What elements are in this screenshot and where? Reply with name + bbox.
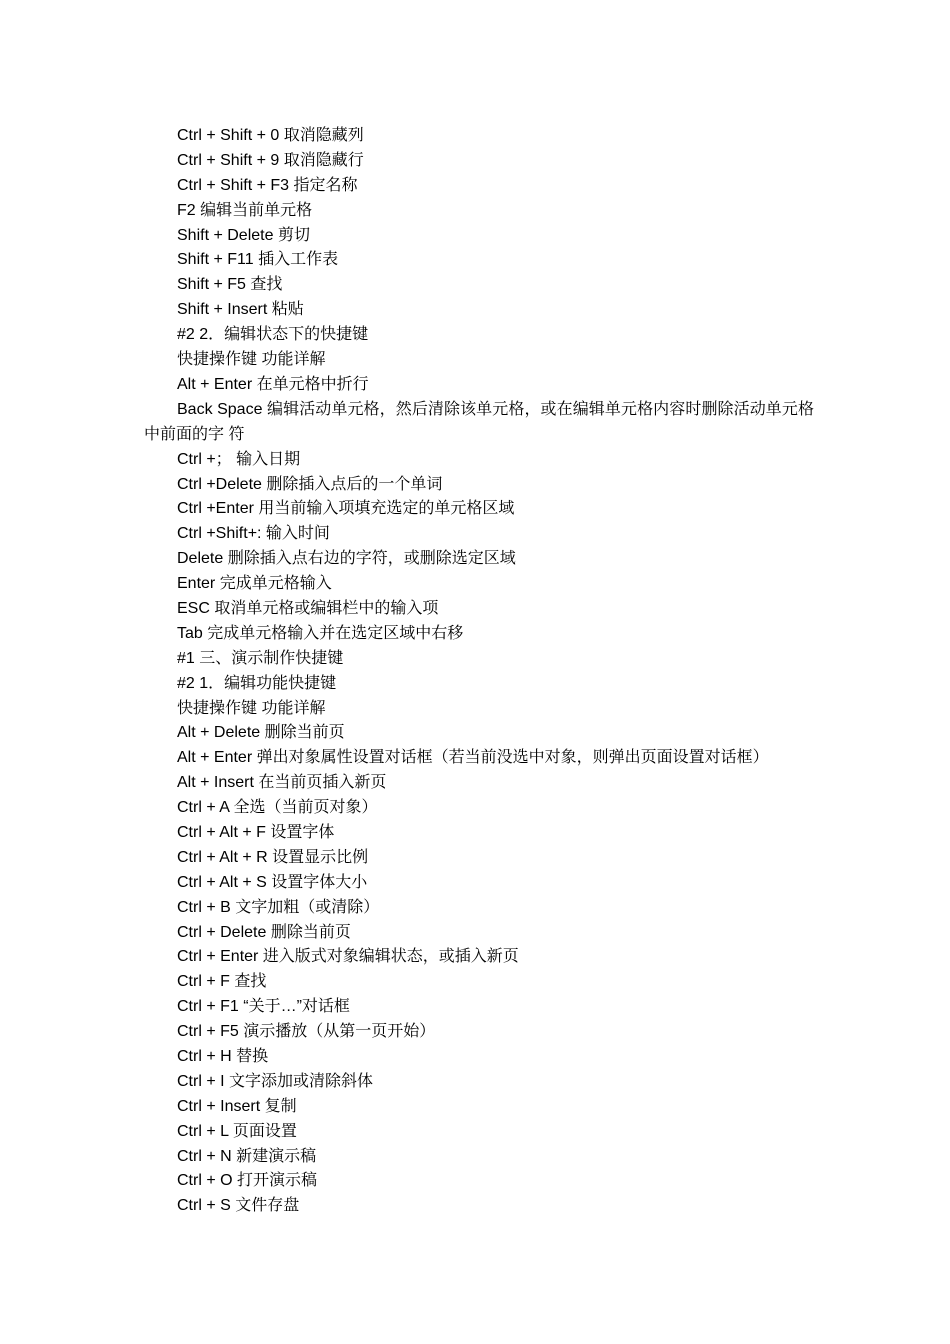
section-heading: #2 2．编辑状态下的快捷键: [177, 326, 369, 344]
list-item: Ctrl + Alt + S 设置字体大小: [177, 873, 368, 891]
list-item: Ctrl +； 输入日期: [177, 450, 301, 468]
list-item: ESC 取消单元格或编辑栏中的输入项: [177, 599, 439, 617]
list-item: Ctrl + Insert 复制: [177, 1097, 297, 1115]
list-item: Ctrl + Delete 删除当前页: [177, 923, 351, 941]
list-item: Ctrl + A 全选（当前页对象）: [177, 799, 378, 817]
list-item: Alt + Enter 弹出对象属性设置对话框（若当前没选中对象，则弹出页面设置对话框）: [177, 749, 769, 767]
table-header: 快捷操作键 功能详解: [177, 699, 326, 717]
list-item: Ctrl + F1 “关于…”对话框: [177, 998, 350, 1016]
list-item: Shift + F5 查找: [177, 276, 283, 294]
list-item: Ctrl + F5 演示播放（从第一页开始）: [177, 1023, 436, 1041]
list-item: Ctrl + Shift + F3 指定名称: [177, 176, 358, 194]
list-item: Alt + Enter 在单元格中折行: [177, 375, 369, 393]
list-item: Enter 完成单元格输入: [177, 575, 332, 593]
list-item: Back Space 编辑活动单元格，然后清除该单元格，或在编辑单元格内容时删除活动单元格中前面的字 符: [144, 400, 814, 443]
list-item: Ctrl + B 文字加粗（或清除）: [177, 898, 380, 916]
list-item: Shift + F11 插入工作表: [177, 251, 339, 269]
list-item: Shift + Insert 粘贴: [177, 301, 304, 319]
list-item: Ctrl +Delete 删除插入点后的一个单词: [177, 475, 443, 493]
list-item: Alt + Delete 删除当前页: [177, 724, 345, 742]
list-item: Ctrl + F 查找: [177, 973, 267, 991]
list-item: Alt + Insert 在当前页插入新页: [177, 774, 387, 792]
list-item: Delete 删除插入点右边的字符，或删除选定区域: [177, 550, 516, 568]
list-item: Ctrl + S 文件存盘: [177, 1197, 300, 1215]
list-item: Ctrl + Alt + F 设置字体: [177, 823, 335, 841]
list-item: F2 编辑当前单元格: [177, 201, 313, 219]
section-heading: #2 1．编辑功能快捷键: [177, 674, 337, 692]
list-item: Ctrl + N 新建演示稿: [177, 1147, 317, 1165]
list-item: Ctrl + O 打开演示稿: [177, 1172, 318, 1190]
list-item: Ctrl + Alt + R 设置显示比例: [177, 848, 369, 866]
section-heading: #1 三、演示制作快捷键: [177, 649, 344, 667]
list-item: Ctrl + H 替换: [177, 1047, 269, 1065]
list-item: Ctrl + Shift + 9 取消隐藏行: [177, 151, 364, 169]
list-item: Shift + Delete 剪切: [177, 226, 310, 244]
table-header: 快捷操作键 功能详解: [177, 351, 326, 369]
list-item: Ctrl + L 页面设置: [177, 1122, 297, 1140]
shortcut-list: [144, 124, 814, 1219]
list-item: Ctrl +Shift+: 输入时间: [177, 525, 330, 543]
list-item: Ctrl + I 文字添加或清除斜体: [177, 1072, 374, 1090]
list-item: Ctrl +Enter 用当前输入项填充选定的单元格区域: [177, 500, 515, 518]
list-item: Ctrl + Shift + 0 取消隐藏列: [177, 127, 364, 144]
list-item: Tab 完成单元格输入并在选定区域中右移: [177, 624, 464, 642]
list-item: Ctrl + Enter 进入版式对象编辑状态，或插入新页: [177, 948, 519, 966]
